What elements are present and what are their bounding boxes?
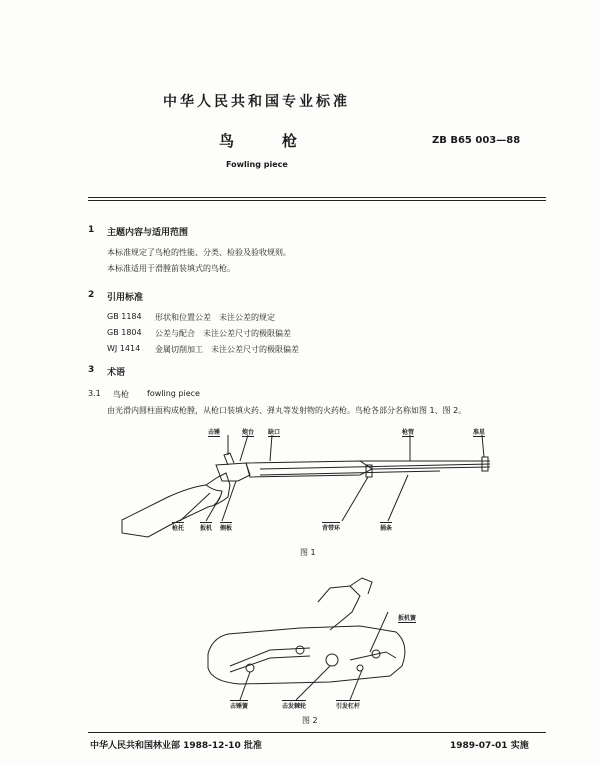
hammer-icon: [224, 453, 234, 465]
label-stock: 枪托: [172, 522, 184, 532]
term-cn: 鸟枪: [113, 390, 129, 399]
section-2-heading: 引用标准: [107, 293, 144, 303]
figure-2-caption: 图 2: [302, 716, 318, 725]
footer-effective-date: 1989-07-01 实施: [450, 741, 529, 751]
section-1-heading: 主题内容与适用范围: [107, 228, 189, 238]
header-rule-bottom: [88, 200, 546, 201]
label-notch: 缺口: [268, 429, 281, 436]
barrel-bottom: [372, 467, 490, 469]
pivot-icon: [296, 646, 304, 654]
figure-1-diagram: [110, 425, 510, 545]
lock-plate-outline: [208, 626, 405, 684]
label-trigger: 扳机: [200, 522, 212, 532]
section-2-number: 2: [88, 290, 95, 300]
footer-issuer: 中华人民共和国林业部 1988-12-10 批准: [90, 741, 262, 751]
standard-number: ZB B65 003—88: [432, 135, 521, 146]
lock-plate: [216, 463, 250, 481]
term-definition: 由光滑内圆柱面构成枪膛，从枪口装填火药、弹丸等发射物的火药枪。鸟枪各部分名称如图 1、图 2。: [107, 406, 467, 415]
label-front-sight: 准星: [473, 429, 486, 436]
hammer-cock: [350, 578, 372, 594]
label-sear-wheel: 击发棘轮: [282, 700, 306, 710]
section-3-number: 3: [88, 365, 95, 375]
english-title: Fowling piece: [226, 160, 288, 169]
hammer-icon: [318, 586, 360, 630]
trigger-icon: [214, 491, 222, 505]
ref-code: WJ 1414: [107, 344, 141, 353]
ref-code: GB 1804: [107, 328, 142, 337]
header-rule-top: [88, 197, 546, 198]
section-1-number: 1: [88, 225, 95, 235]
label-trigger-spring: 扳机簧: [398, 615, 417, 622]
barrel-center: [260, 464, 490, 469]
label-gun-stand: 炮台: [242, 429, 255, 436]
org-title: 中华人民共和国专业标准: [163, 94, 350, 110]
label-barrel: 枪管: [402, 429, 415, 436]
doc-title-right: 枪: [282, 132, 298, 150]
figure-2-diagram: [200, 572, 420, 712]
label-side-plate: 侧板: [220, 522, 232, 532]
label-sling-ring: 背带环: [322, 522, 340, 532]
ref-title: 形状和位置公差 未注公差的规定: [155, 313, 275, 322]
label-hammer-spring: 击锤簧: [230, 700, 248, 710]
footer-rule: [88, 732, 546, 733]
section-3-heading: 术语: [107, 368, 126, 378]
ref-title: 金属切削加工 未注公差尺寸的极限偏差: [155, 345, 299, 354]
stock-wrist: [206, 485, 222, 491]
term-en: fowling piece: [147, 389, 200, 398]
label-ramrod: 捅条: [380, 522, 392, 532]
doc-title-left: 鸟: [219, 132, 235, 150]
section-1-line-2: 本标准适用于滑膛前装填式的鸟枪。: [107, 264, 235, 273]
sear-wheel-icon: [326, 654, 338, 666]
figure-1-caption: 图 1: [300, 548, 316, 557]
section-1-line-1: 本标准规定了鸟枪的性能、分类、检验及验收规则。: [107, 248, 291, 257]
label-hammer: 击锤: [208, 429, 221, 436]
label-trigger-lever: 引发杠杆: [336, 700, 360, 710]
subsection-3-1-number: 3.1: [88, 389, 101, 398]
ref-title: 公差与配合 未注公差尺寸的极限偏差: [155, 329, 291, 338]
ref-code: GB 1184: [107, 312, 142, 321]
ramrod-line: [260, 471, 440, 475]
